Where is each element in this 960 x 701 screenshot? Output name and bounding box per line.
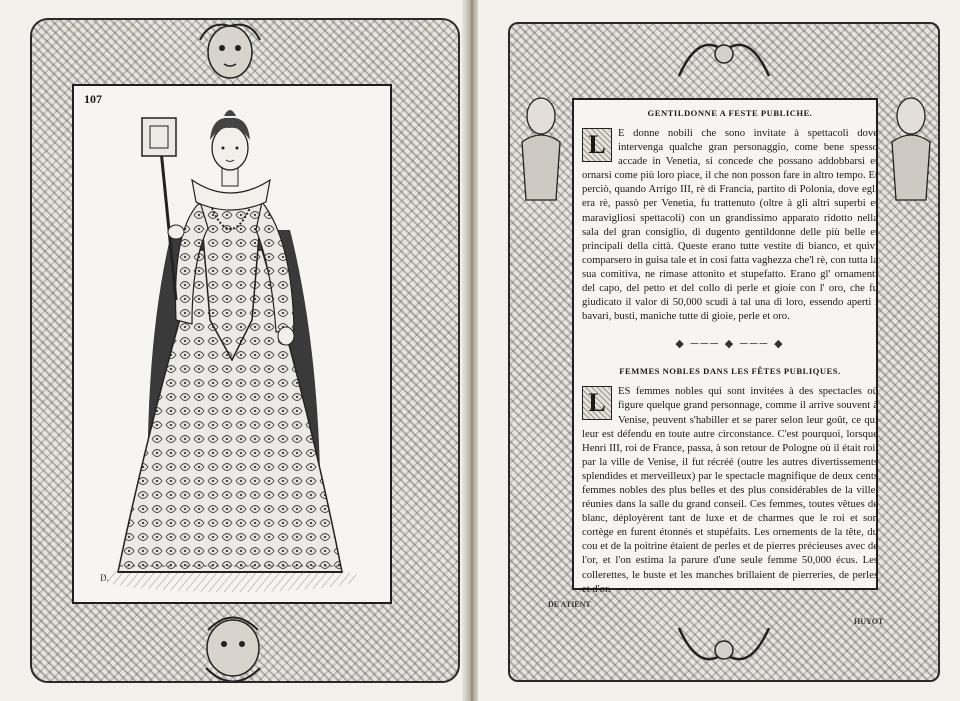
italian-heading: GENTILDONNE A FESTE PUBLICHE. [647, 108, 813, 118]
section-divider: ◆ ─── ◆ ─── ◆ [675, 338, 785, 351]
italian-body-text: E donne nobili che sono invitate à spettacoli dove intervenga qualche gran personaggio, come bene spesso accade in Venetia, si concede che possano addobbarsi et ornarsi come più loro piace, il che non posson fare in altro tempo. Et perciò, quando Arrigo III, rè di Francia, partito di Polonia, dove egli era rè, passò per Venetia, fu trattenuto (oltre à gli altri superbi et maravigliosi spettacoli) con un grandissimo apparato ridotto nella sala del gran consiglio, di dugento gentildonne delle più belle et principali della città. Queste erano tutte vestite di bianco, et quivi comparsero in guisa tale et in cosi fatta vaghezza che'l rè, con tutta la sua comitiva, ne rimase attonito et stupefatto. Erano gl' ornamenti del capo, del petto et del collo di perle et gioie con l' oro, che fu giudicato il valor di 50,000 scudi à tal una di loro, essendo aperti i bavari, busti, maniche tutte di gioie, perle et oro. [582, 127, 878, 323]
left-page [0, 0, 470, 701]
french-heading: FEMMES NOBLES DANS LES FÊTES PUBLIQUES. [619, 366, 841, 377]
right-caryatid-icon [886, 92, 936, 202]
top-scroll-ornament-icon [674, 26, 774, 88]
frame-mark-right: HUYOT [854, 617, 884, 626]
french-dropcap: L [582, 386, 612, 420]
bottom-scroll-ornament-icon [674, 618, 774, 680]
engraver-mark: D. [100, 573, 109, 583]
noblewoman-illustration [80, 110, 380, 600]
french-body-text: ES femmes nobles qui sont invitées à des spectacles où figure quelque grand personnage, comme il arrive souvent à Venise, peuvent s'habiller et se parer selon leur goût, ce qui leur est défendu en toute autre circonstance. C'est pourquoi, lorsque Henri III, roi de France, passa, à son retour de Pologne où il était roi, par la ville de Venise, il fut récréé (outre les autres divertissements splendides et merveilleux) par le spectacle magnifique de deux cents femmes nobles des plus belles et des plus considérables de la ville, réunies dans la salle du grand conseil. Ces femmes, toutes vêtues de blanc, déployèrent tant de luxe et de charmes que le roi et son cortège en furent étonnés et stupéfaits. Les ornements de la tête, du cou et de la poitrine étaient de perles et de pierres précieuses avec de l'or, et l'on estima la parure d'une seule femme 50,000 écus. Les collerettes, le buste et les manches brillaient de pierreries, de perles et d'or. [582, 385, 878, 595]
left-caryatid-icon [516, 92, 566, 202]
bottom-mask-ornament-icon [188, 610, 278, 690]
frame-mark-left: DE ATIENT [548, 600, 591, 609]
mask-ornament-icon [190, 20, 270, 82]
text-block [582, 108, 878, 596]
italian-paragraph [582, 126, 878, 323]
page-number: 107 [84, 92, 102, 106]
italian-dropcap: L [582, 128, 612, 162]
french-paragraph [582, 384, 878, 595]
